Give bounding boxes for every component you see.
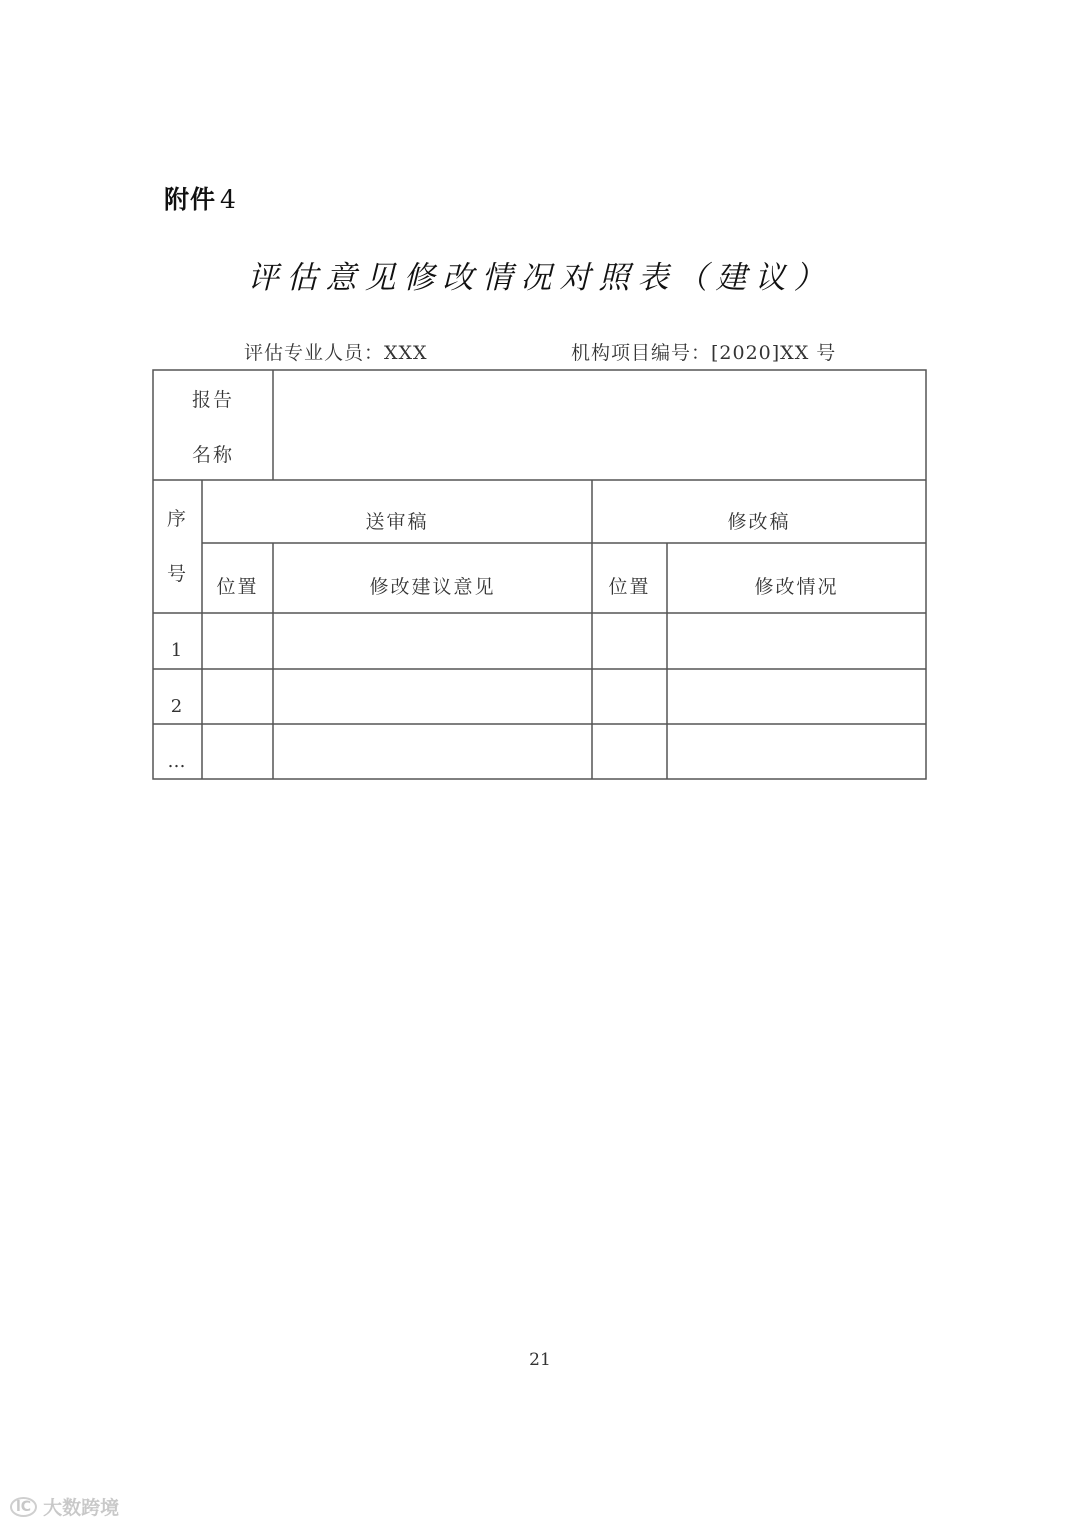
project-number-field: 机构项目编号：[2020]XX 号 (571, 342, 837, 364)
group-submitted-header: 送审稿 (365, 510, 429, 533)
report-name-value[interactable] (273, 370, 926, 480)
col-position2-header: 位置 (608, 576, 651, 598)
attachment-label: 附件 4 (164, 185, 237, 214)
row-number-1: 1 (170, 639, 185, 661)
row-number-3: … (167, 750, 188, 772)
col-status-header: 修改情况 (754, 576, 839, 598)
watermark-text: 大数跨境 (43, 1497, 120, 1519)
col-position-header: 位置 (216, 576, 259, 598)
watermark-logo-icon: lC (10, 1497, 37, 1517)
report-name-label: 报告 名称 (191, 389, 234, 466)
watermark (10, 1493, 119, 1520)
assessor-field: 评估专业人员：XXX (244, 342, 428, 364)
group-revised-header: 修改稿 (727, 510, 791, 533)
seq-label: 序 号 (166, 507, 188, 585)
row-number-2: 2 (170, 695, 185, 717)
document-title: 评估意见修改情况对照表（建议） (247, 260, 833, 296)
page-number: 21 (529, 1350, 551, 1370)
col-suggestion-header: 修改建议意见 (369, 576, 496, 598)
